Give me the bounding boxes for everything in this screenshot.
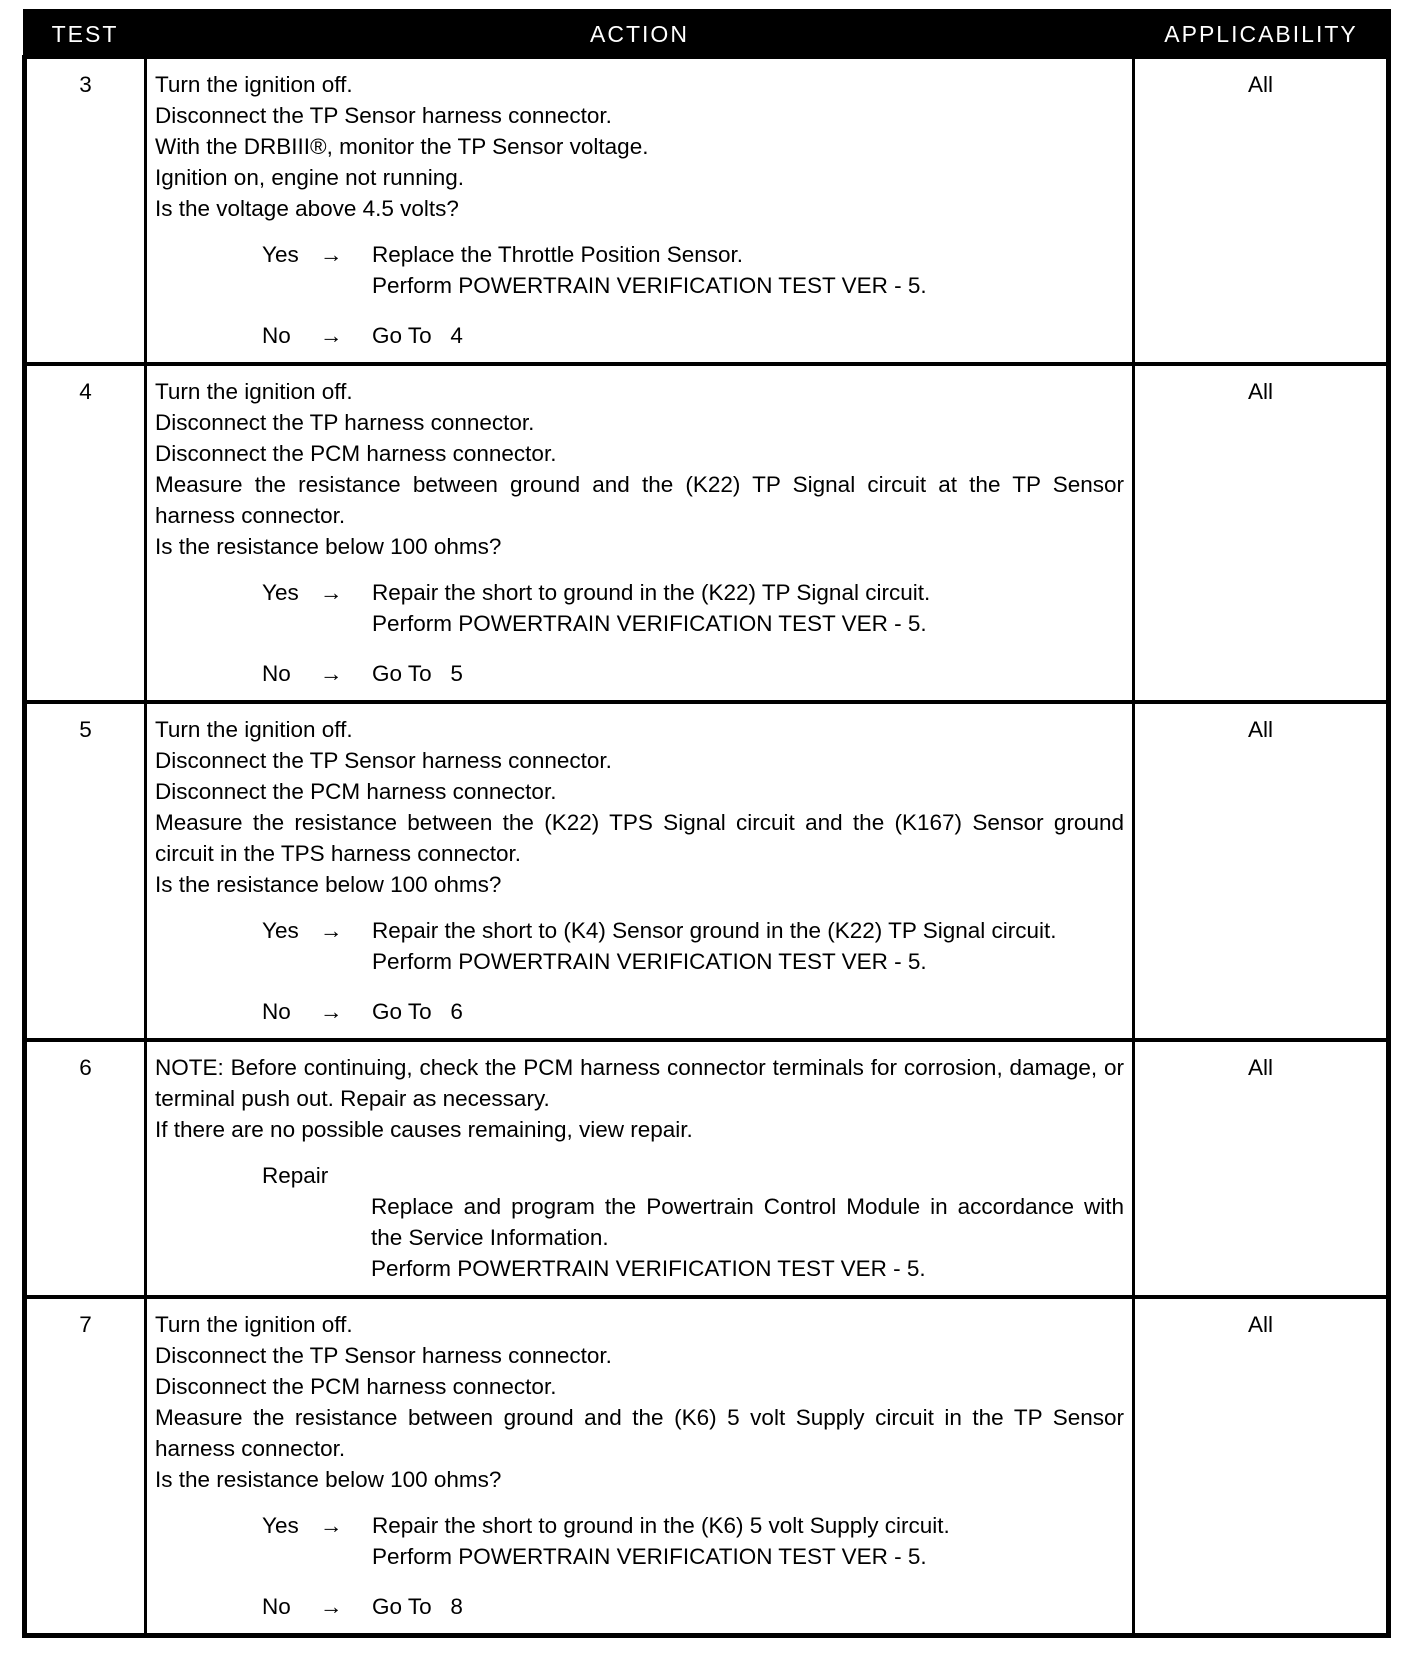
yes-branch bbox=[262, 239, 1124, 301]
no-result: Go To 8 bbox=[372, 1594, 463, 1619]
arrow-right-icon: → bbox=[320, 999, 343, 1024]
applicability-value: All bbox=[1134, 1297, 1389, 1636]
repair-result: Replace and program the Powertrain Control Module in accordance with the Service Information. bbox=[371, 1194, 1124, 1250]
header-action: ACTION bbox=[146, 11, 1134, 57]
arrow-right-icon: → bbox=[320, 1594, 343, 1619]
no-label: No bbox=[262, 323, 291, 348]
test-row-7 bbox=[25, 1297, 1389, 1636]
applicability-value: All bbox=[1134, 702, 1389, 1040]
arrow-right-icon: → bbox=[320, 918, 343, 943]
yes-result: Perform POWERTRAIN VERIFICATION TEST VER - 5. bbox=[372, 273, 927, 298]
action-step: Measure the resistance between ground and the (K22) TP Signal circuit at the TP Sensor harness connector. bbox=[155, 472, 1124, 528]
test-row-4 bbox=[25, 364, 1389, 702]
action-question: Is the resistance below 100 ohms? bbox=[155, 534, 502, 559]
action-step: Disconnect the PCM harness connector. bbox=[155, 1374, 557, 1399]
action-step: Measure the resistance between the (K22) TPS Signal circuit and the (K167) Sensor ground circuit in the TPS harness connector. bbox=[155, 810, 1124, 866]
yes-result: Perform POWERTRAIN VERIFICATION TEST VER - 5. bbox=[372, 1544, 927, 1569]
no-result: Go To 4 bbox=[372, 323, 463, 348]
no-branch bbox=[262, 1591, 1124, 1622]
action-step: Turn the ignition off. bbox=[155, 1312, 353, 1337]
action-step: Disconnect the TP Sensor harness connector. bbox=[155, 1343, 612, 1368]
yes-result: Replace the Throttle Position Sensor. bbox=[372, 242, 744, 267]
no-label: No bbox=[262, 999, 291, 1024]
yes-label: Yes bbox=[262, 1513, 299, 1538]
action-cell bbox=[146, 364, 1134, 702]
test-row-5 bbox=[25, 702, 1389, 1040]
action-step: With the DRBIII®, monitor the TP Sensor voltage. bbox=[155, 134, 649, 159]
arrow-right-icon: → bbox=[320, 580, 343, 605]
test-number: 5 bbox=[25, 702, 146, 1040]
test-number: 3 bbox=[25, 57, 146, 364]
yes-result: Repair the short to ground in the (K22) TP Signal circuit. bbox=[372, 580, 931, 605]
yes-branch bbox=[262, 1510, 1124, 1572]
action-cell bbox=[146, 57, 1134, 364]
no-branch bbox=[262, 658, 1124, 689]
arrow-right-icon: → bbox=[320, 323, 343, 348]
arrow-right-icon: → bbox=[320, 661, 343, 686]
action-cell bbox=[146, 1040, 1134, 1297]
action-step: Measure the resistance between ground and the (K6) 5 volt Supply circuit in the TP Sensor harness connector. bbox=[155, 1405, 1124, 1461]
arrow-right-icon: → bbox=[320, 242, 343, 267]
no-result: Go To 5 bbox=[372, 661, 463, 686]
yes-label: Yes bbox=[262, 580, 299, 605]
action-step: Disconnect the TP harness connector. bbox=[155, 410, 535, 435]
repair-result: Perform POWERTRAIN VERIFICATION TEST VER - 5. bbox=[371, 1256, 926, 1281]
action-step: Disconnect the TP Sensor harness connector. bbox=[155, 748, 612, 773]
test-number: 4 bbox=[25, 364, 146, 702]
action-question: Is the resistance below 100 ohms? bbox=[155, 872, 502, 897]
no-label: No bbox=[262, 1594, 291, 1619]
yes-branch bbox=[262, 915, 1124, 977]
action-step: Disconnect the PCM harness connector. bbox=[155, 441, 557, 466]
action-step: Turn the ignition off. bbox=[155, 72, 353, 97]
test-number: 7 bbox=[25, 1297, 146, 1636]
yes-label: Yes bbox=[262, 242, 299, 267]
repair-label: Repair bbox=[262, 1163, 329, 1188]
applicability-value: All bbox=[1134, 1040, 1389, 1297]
action-cell bbox=[146, 702, 1134, 1040]
applicability-value: All bbox=[1134, 57, 1389, 364]
no-result: Go To 6 bbox=[372, 999, 463, 1024]
action-step: Disconnect the PCM harness connector. bbox=[155, 779, 557, 804]
test-row-3 bbox=[25, 57, 1389, 364]
note-text: NOTE: Before continuing, check the PCM harness connector terminals for corrosion, damage, or terminal push out. Repair as necessary. bbox=[155, 1055, 1124, 1111]
no-branch bbox=[262, 320, 1124, 351]
yes-result: Repair the short to ground in the (K6) 5 volt Supply circuit. bbox=[372, 1513, 950, 1538]
test-row-6 bbox=[25, 1040, 1389, 1297]
action-step: Turn the ignition off. bbox=[155, 717, 353, 742]
action-step: Ignition on, engine not running. bbox=[155, 165, 464, 190]
action-step: Disconnect the TP Sensor harness connector. bbox=[155, 103, 612, 128]
applicability-value: All bbox=[1134, 364, 1389, 702]
test-number: 6 bbox=[25, 1040, 146, 1297]
header-applicability: APPLICABILITY bbox=[1134, 11, 1389, 57]
yes-branch bbox=[262, 577, 1124, 639]
action-cell bbox=[146, 1297, 1134, 1636]
yes-result: Repair the short to (K4) Sensor ground in the (K22) TP Signal circuit. bbox=[372, 918, 1057, 943]
action-step: If there are no possible causes remaining, view repair. bbox=[155, 1117, 693, 1142]
diagnostic-table bbox=[22, 9, 1391, 1638]
no-branch bbox=[262, 996, 1124, 1027]
action-question: Is the voltage above 4.5 volts? bbox=[155, 196, 459, 221]
yes-result: Perform POWERTRAIN VERIFICATION TEST VER - 5. bbox=[372, 611, 927, 636]
yes-label: Yes bbox=[262, 918, 299, 943]
arrow-right-icon: → bbox=[320, 1513, 343, 1538]
header-test: TEST bbox=[25, 11, 146, 57]
action-step: Turn the ignition off. bbox=[155, 379, 353, 404]
no-label: No bbox=[262, 661, 291, 686]
action-question: Is the resistance below 100 ohms? bbox=[155, 1467, 502, 1492]
header-row bbox=[25, 11, 1389, 57]
yes-result: Perform POWERTRAIN VERIFICATION TEST VER - 5. bbox=[372, 949, 927, 974]
